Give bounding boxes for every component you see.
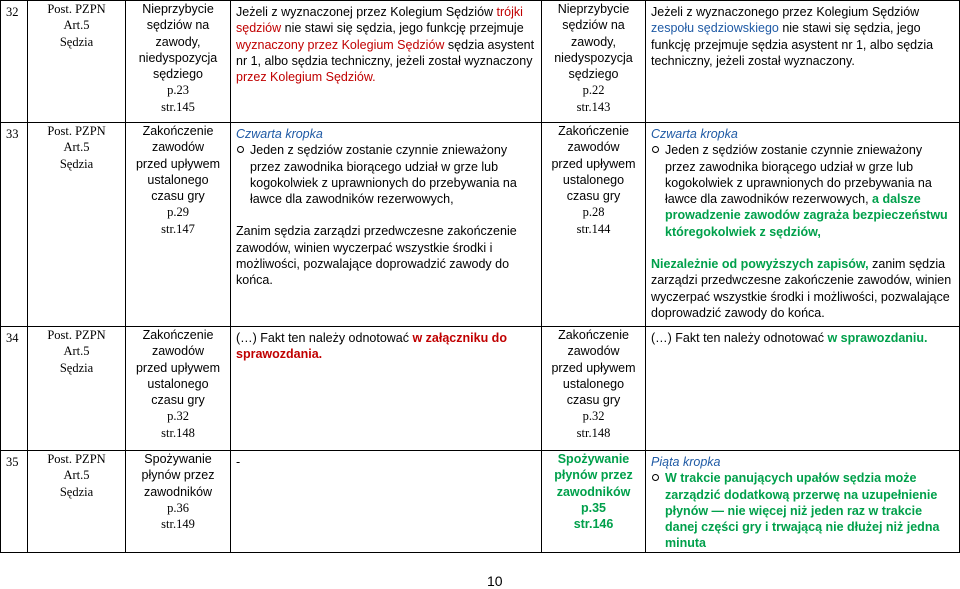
new-section-title: Nieprzybycie sędziów na zawody, niedyspozycja sędziego p.22 str.143 [542, 1, 646, 123]
bullet-item: Jeden z sędziów zostanie czynnie znieważony przez zawodnika biorącego udział w grze lub kogokolwiek z uprawnionych do przebywania na ławce dla zawodników rezerwowych, [236, 142, 537, 207]
bullet-icon [651, 142, 665, 240]
section-heading: Czwarta kropka [651, 127, 738, 141]
new-text-cell: (…) Fakt ten należy odnotować w sprawozdaniu. [646, 327, 960, 451]
old-section-title: Spożywanie płynów przez zawodników p.36 str.149 [126, 451, 231, 553]
new-text-cell: Jeżeli z wyznaczonego przez Kolegium Sędziów zespołu sędziowskiego nie stawi się sędzia, jego funkcję przejmuje sędzia asystent nr 1, albo sędzia techniczny, jeżeli został wyznaczony. [646, 1, 960, 123]
old-section-title: Zakończenie zawodów przed upływem ustalonego czasu gry p.29 str.147 [126, 123, 231, 327]
new-text-cell [646, 451, 960, 553]
table-row-35 [1, 451, 960, 553]
row-number: 32 [1, 1, 28, 123]
new-section-title: Zakończenie zawodów przed upływem ustalonego czasu gry p.28 str.144 [542, 123, 646, 327]
old-section-title: Nieprzybycie sędziów na zawody, niedyspozycja sędziego p.23 str.145 [126, 1, 231, 123]
page-number: 10 [487, 573, 503, 589]
table-row-32 [1, 1, 960, 123]
regulation-reference: Post. PZPN Art.5 Sędzia [28, 451, 126, 553]
bullet-item: Jeden z sędziów zostanie czynnie znieważony przez zawodnika biorącego udział w grze lub kogokolwiek z uprawnionych do przebywania na ławce dla zawodników rezerwowych, a dalsze prowadzenie zawodów zagraża bezpieczeństwu któregokolwiek z sędziów, [651, 142, 956, 240]
row-number: 33 [1, 123, 28, 327]
bullet-icon [236, 142, 250, 207]
old-text-cell: (…) Fakt ten należy odnotować w załączniku do sprawozdania. [231, 327, 542, 451]
row-number: 35 [1, 451, 28, 553]
bullet-item: W trakcie panujących upałów sędzia może zarządzić dodatkową przerwę na uzupełnienie płynów — nie więcej niż jeden raz w trakcie danej części gry i trwającą nie dłużej niż jedna minuta [651, 470, 956, 551]
regulation-reference: Post. PZPN Art.5 Sędzia [28, 123, 126, 327]
table-row-34 [1, 327, 960, 451]
section-heading: Czwarta kropka [236, 127, 323, 141]
row-number: 34 [1, 327, 28, 451]
section-heading: Piąta kropka [651, 455, 721, 469]
new-section-title: Zakończenie zawodów przed upływem ustalonego czasu gry p.32 str.148 [542, 327, 646, 451]
regulation-reference: Post. PZPN Art.5 Sędzia [28, 1, 126, 123]
new-text-cell: Czwarta kropka Jeden z sędziów zostanie czynnie znieważony przez zawodnika biorącego udział w grze lub kogokolwiek z uprawnionych do przebywania na ławce dla zawodników rezerwowych, a dalsze prowadzenie zawodów zagraża bezpieczeństwu któregokolwiek z sędziów, Niezależnie od powyższych zapisów, zanim sędzia zarządzi przedwczesne zakończenie zawodów, winien wyczerpać wszystkie środki i możliwości, pozwalające doprowadzić zawody do końca. [646, 123, 960, 327]
old-text-cell: Czwarta kropka Jeden z sędziów zostanie czynnie znieważony przez zawodnika biorącego udział w grze lub kogokolwiek z uprawnionych do przebywania na ławce dla zawodników rezerwowych, Zanim sędzia zarządzi przedwczesne zakończenie zawodów, winien wyczerpać wszystkie środki i możliwości, pozwalające doprowadzić zawody do końca. [231, 123, 542, 327]
table-row-33 [1, 123, 960, 327]
old-section-title: Zakończenie zawodów przed upływem ustalonego czasu gry p.32 str.148 [126, 327, 231, 451]
regulation-reference: Post. PZPN Art.5 Sędzia [28, 327, 126, 451]
new-section-title: Spożywanie płynów przez zawodników p.35 str.146 [542, 451, 646, 553]
old-text-cell: - [231, 451, 542, 553]
bullet-icon [651, 470, 665, 551]
old-text-cell: Jeżeli z wyznaczonej przez Kolegium Sędziów trójki sędziów nie stawi się sędzia, jego funkcję przejmuje wyznaczony przez Kolegium Sędziów sędzia asystent nr 1, albo sędzia techniczny, jeżeli został wyznaczony przez Kolegium Sędziów. [231, 1, 542, 123]
